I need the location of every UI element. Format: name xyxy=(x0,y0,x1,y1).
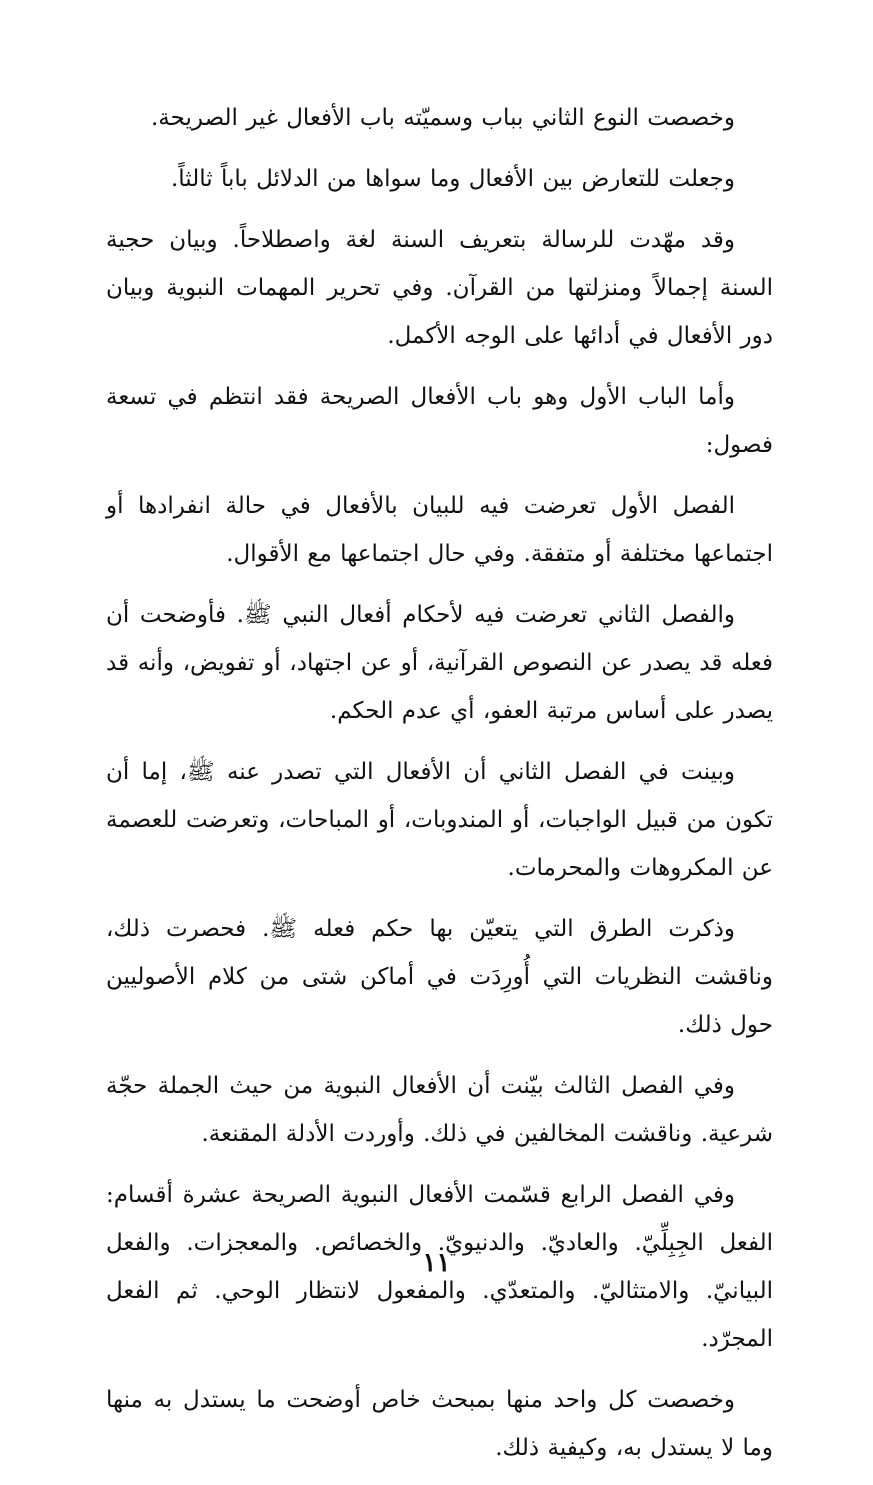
paragraph: الفصل الأول تعرضت فيه للبيان بالأفعال في حالة انفرادها أو اجتماعها مختلفة أو متفقة. وفي حال اجتماعها مع الأقوال. xyxy=(106,493,773,567)
paragraph: والفصل الثاني تعرضت فيه لأحكام أفعال النبي ﷺ. فأوضحت أن فعله قد يصدر عن النصوص القرآنية، أو عن اجتهاد، أو تفويض، وأنه قد يصدر على أساس مرتبة العفو، أي عدم الحكم. xyxy=(106,602,773,724)
paragraph: وأما الباب الأول وهو باب الأفعال الصريحة فقد انتظم في تسعة فصول: xyxy=(106,384,773,458)
paragraph: وبينت في الفصل الثاني أن الأفعال التي تصدر عنه ﷺ، إما أن تكون من قبيل الواجبات، أو المندوبات، أو المباحات، وتعرضت للعصمة عن المكروهات والمحرمات. xyxy=(106,759,773,881)
paragraph: وذكرت الطرق التي يتعيّن بها حكم فعله ﷺ. فحصرت ذلك، وناقشت النظريات التي أُورِدَت في أماكن شتى من كلام الأصوليين حول ذلك. xyxy=(106,916,773,1038)
paragraph: وفي الفصل الثالث بيّنت أن الأفعال النبوية من حيث الجملة حجّة شرعية. وناقشت المخالفين في ذلك. وأوردت الأدلة المقنعة. xyxy=(106,1073,773,1147)
paragraph: وخصصت النوع الثاني بباب وسميّته باب الأفعال غير الصريحة. xyxy=(151,105,735,131)
paragraph: وجعلت للتعارض بين الأفعال وما سواها من الدلائل باباً ثالثاً. xyxy=(170,166,735,192)
page-number: ١١ xyxy=(422,1248,451,1278)
paragraph: وفي الفصل الرابع قسّمت الأفعال النبوية الصريحة عشرة أقسام: الفعل الجِبِلِّيّ. والعاديّ. والدنيويّ. والخصائص. والمعجزات. والفعل البيانيّ. والامتثاليّ. والمتعدّي. والمفعول لانتظار الوحي. ثم الفعل المجرّد. xyxy=(106,1182,773,1352)
paragraph: وقد مهّدت للرسالة بتعريف السنة لغة واصطلاحاً. وبيان حجية السنة إجمالاً ومنزلتها من القرآن. وفي تحرير المهمات النبوية وبيان دور الأفعال في أدائها على الوجه الأكمل. xyxy=(106,227,773,349)
paragraph: وخصصت كل واحد منها بمبحث خاص أوضحت ما يستدل به منها وما لا يستدل به، وكيفية ذلك. xyxy=(106,1387,773,1461)
